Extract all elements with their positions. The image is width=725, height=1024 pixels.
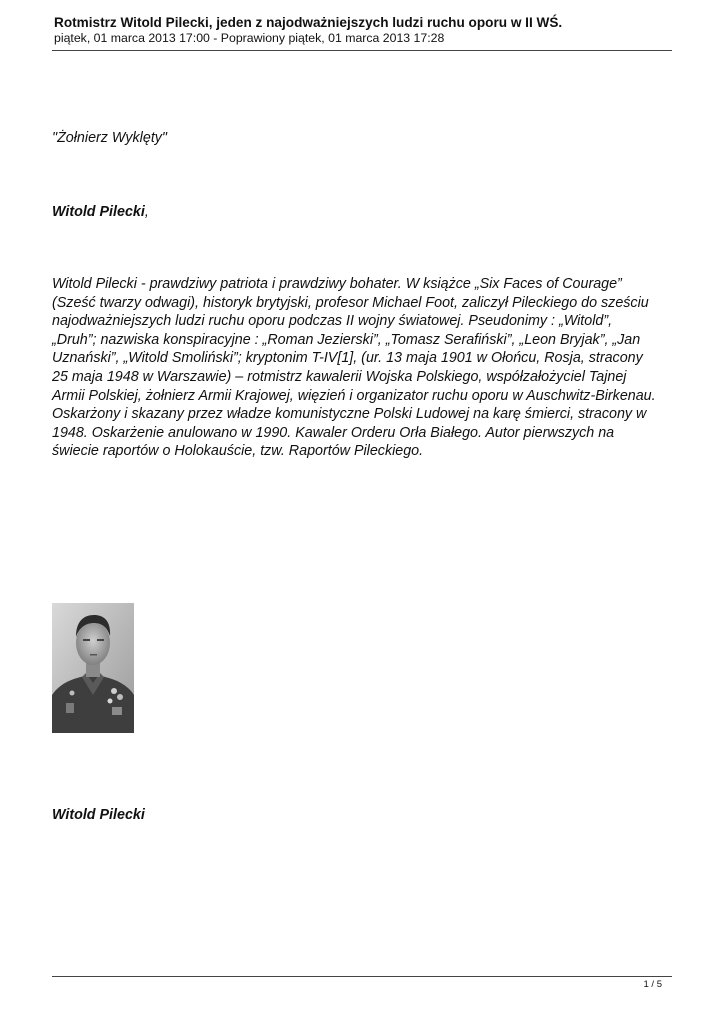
header-divider	[52, 50, 672, 51]
page-title: Rotmistrz Witold Pilecki, jeden z najodważniejszych ludzi ruchu oporu w II WŚ.	[54, 15, 563, 30]
body-line: „Druh”; nazwiska konspiracyjne : „Roman Jezierski”, „Tomasz Serafiński”, „Leon Bryjak”, „Jan	[52, 331, 641, 348]
body-line: Uznański”, „Witold Smoliński”; kryptonim T-IV[1], (ur. 13 maja 1901 w Ołońcu, Rosja, stracony	[52, 350, 643, 367]
body-line: Armii Polskiej, żołnierz Armii Krajowej, więzień i organizator ruchu oporu w Auschwitz-Birkenau.	[52, 387, 656, 404]
portrait-photo	[52, 603, 134, 733]
body-line: (Sześć twarzy odwagi), historyk brytyjski, profesor Michael Foot, zaliczył Pileckiego do sześciu	[52, 294, 649, 311]
page-header	[54, 14, 672, 46]
footer-divider	[52, 976, 672, 977]
body-line: 1948. Oskarżenie anulowano w 1990. Kawaler Orderu Orła Białego. Autor pierwszych na	[52, 424, 615, 441]
page-number: 1 / 5	[643, 979, 662, 990]
body-line: świecie raportów o Holokauście, tzw. Raportów Pileckiego.	[52, 443, 424, 460]
body-line: Witold Pilecki - prawdziwy patriota i prawdziwy bohater. W książce „Six Faces of Courage”	[52, 276, 622, 292]
name-heading: Witold Pilecki	[52, 204, 145, 220]
biography-paragraph	[52, 275, 682, 461]
name-heading-suffix: ,	[144, 204, 149, 220]
body-line: 25 maja 1948 w Warszawie) – rotmistrz kawalerii Wojska Polskiego, współzałożyciel Tajnej	[52, 368, 627, 385]
quote-heading: "Żołnierz Wyklęty"	[52, 130, 168, 146]
name-heading-line	[52, 203, 149, 221]
body-line: najodważniejszych ludzi ruchu oporu podczas II wojny światowej. Pseudonimy : „Witold”,	[52, 313, 613, 330]
body-line: Oskarżony i skazany przez władze komunistyczne Polski Ludowej na karę śmierci, stracony w	[52, 406, 647, 423]
photo-caption: Witold Pilecki	[52, 807, 145, 823]
publication-dates: piątek, 01 marca 2013 17:00 - Poprawiony piątek, 01 marca 2013 17:28	[54, 31, 445, 45]
